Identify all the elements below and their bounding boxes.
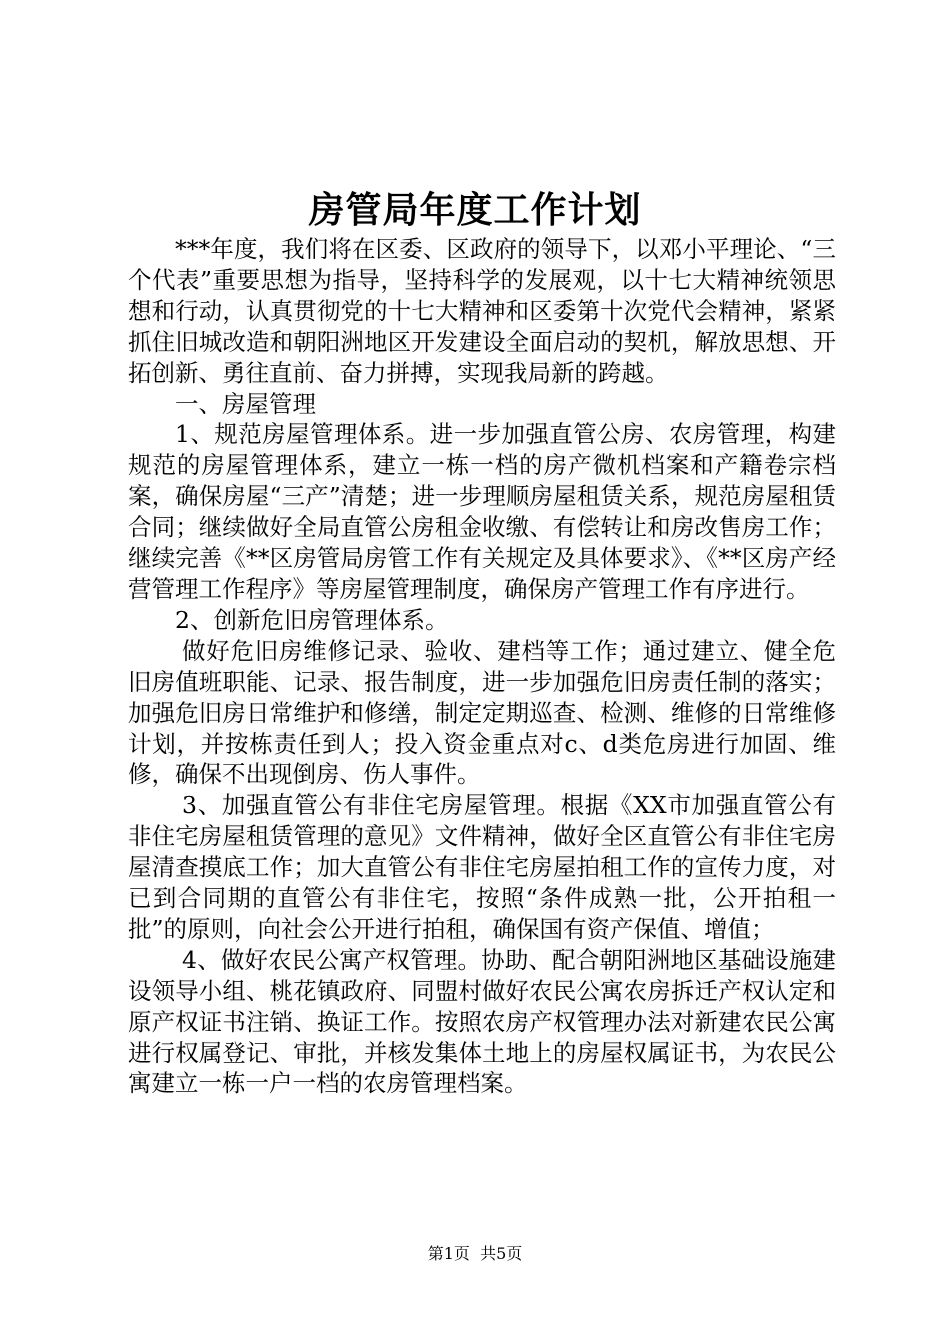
section-heading-housing-management: 一、房屋管理 <box>175 389 316 418</box>
paragraph-item-1: 1、规范房屋管理体系。进一步加强直管公房、农房管理，构建规范的房屋管理体系，建立一栋一档的房产微机档案和产籍卷宗档案，确保房屋“三产”清楚；进一步理顺房屋租赁关系，规范房屋租赁合同；继续做好全局直管公房租金收缴、有偿转让和房改售房工作；继续完善《**区房管局房管工作有关规定及具体要求》、《**区房产经营管理工作程序》等房屋管理制度，确保房产管理工作有序进行。 <box>128 420 836 603</box>
paragraph-item-2-heading: 2、创新危旧房管理体系。 <box>175 605 449 634</box>
paragraph-item-4: 4、做好农民公寓产权管理。协助、配合朝阳洲地区基础设施建设领导小组、桃花镇政府、同盟村做好农民公寓农房拆迁产权认定和原产权证书注销、换证工作。按照农房产权管理办法对新建农民公寓进行权属登记、审批，并核发集体土地上的房屋权属证书，为农民公寓建立一栋一户一档的农房管理档案。 <box>128 945 836 1098</box>
paragraph-item-3: 3、加强直管公有非住宅房屋管理。根据《XX市加强直管公有非住宅房屋租赁管理的意见》文件精神，做好全区直管公有非住宅房屋清查摸底工作；加大直管公有非住宅房屋拍租工作的宣传力度，对已到合同期的直管公有非住宅，按照“条件成熟一批，公开拍租一批”的原则，向社会公开进行拍租，确保国有资产保值、增值； <box>128 791 836 943</box>
paragraph-item-2-body: 做好危旧房维修记录、验收、建档等工作；通过建立、健全危旧房值班职能、记录、报告制度，进一步加强危旧房责任制的落实；加强危旧房日常维护和修缮，制定定期巡查、检测、维修的日常维修计划，并按栋责任到人；投入资金重点对c、d类危房进行加固、维修，确保不出现倒房、伤人事件。 <box>128 636 836 789</box>
intro-paragraph: ***年度，我们将在区委、区政府的领导下，以邓小平理论、“三个代表”重要思想为指导，坚持科学的发展观，以十七大精神统领思想和行动，认真贯彻党的十七大精神和区委第十次党代会精神，紧紧抓住旧城改造和朝阳洲地区开发建设全面启动的契机，解放思想、开拓创新、勇往直前、奋力拼搏，实现我局新的跨越。 <box>128 235 836 387</box>
document-body <box>128 234 836 1099</box>
page-number-footer: 第1页 共5页 <box>427 1244 523 1263</box>
document-title: 房管局年度工作计划 <box>308 189 642 231</box>
